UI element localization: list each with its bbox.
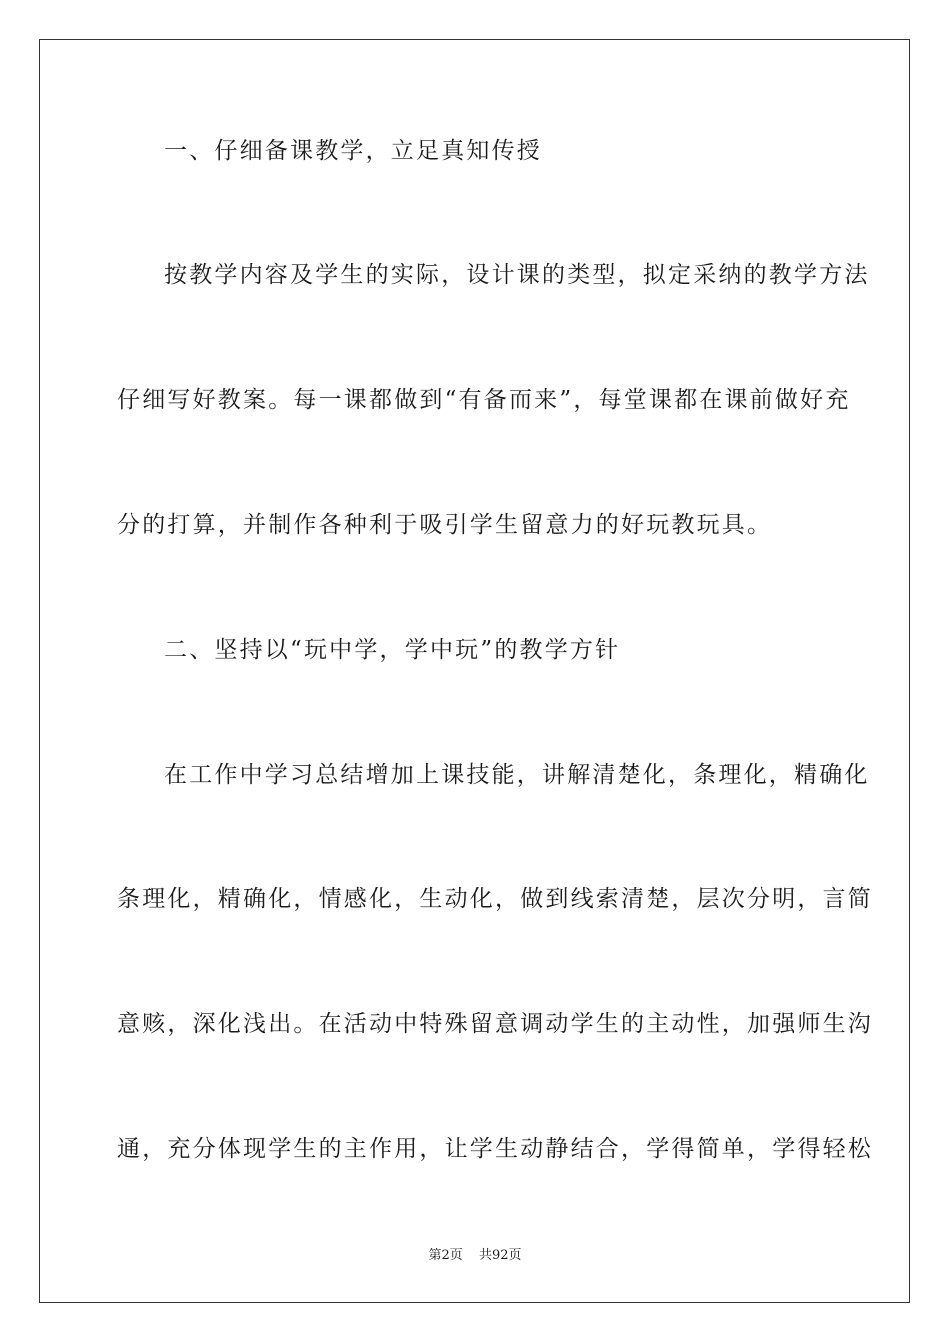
paragraph-line: 意赅，深化浅出。在活动中特殊留意调动学生的主动性，加强师生沟 <box>117 1011 873 1037</box>
paragraph-line: 条理化，精确化，情感化，生动化，做到线索清楚，层次分明，言简 <box>117 886 873 912</box>
page-total: 共92页 <box>478 1248 522 1263</box>
paragraph-line: 在工作中学习总结增加上课技能，讲解清楚化，条理化，精确化 <box>164 762 870 788</box>
heading-one: 一、仔细备课教学，立足真知传授 <box>164 138 542 164</box>
page-border <box>39 39 910 1303</box>
paragraph-line: 通，充分体现学生的主作用，让学生动静结合，学得简单，学得轻松 <box>117 1136 873 1162</box>
paragraph-line: 分的打算，并制作各种利于吸引学生留意力的好玩教玩具。 <box>117 512 773 538</box>
page-footer <box>0 1247 950 1265</box>
page-number: 第2页 <box>428 1248 463 1263</box>
paragraph-line: 仔细写好教案。每一课都做到“有备而来”，每堂课都在课前做好充 <box>117 387 851 413</box>
paragraph-line: 按教学内容及学生的实际，设计课的类型，拟定采纳的教学方法 <box>164 262 870 288</box>
heading-two: 二、坚持以“玩中学，学中玩”的教学方针 <box>164 637 621 663</box>
